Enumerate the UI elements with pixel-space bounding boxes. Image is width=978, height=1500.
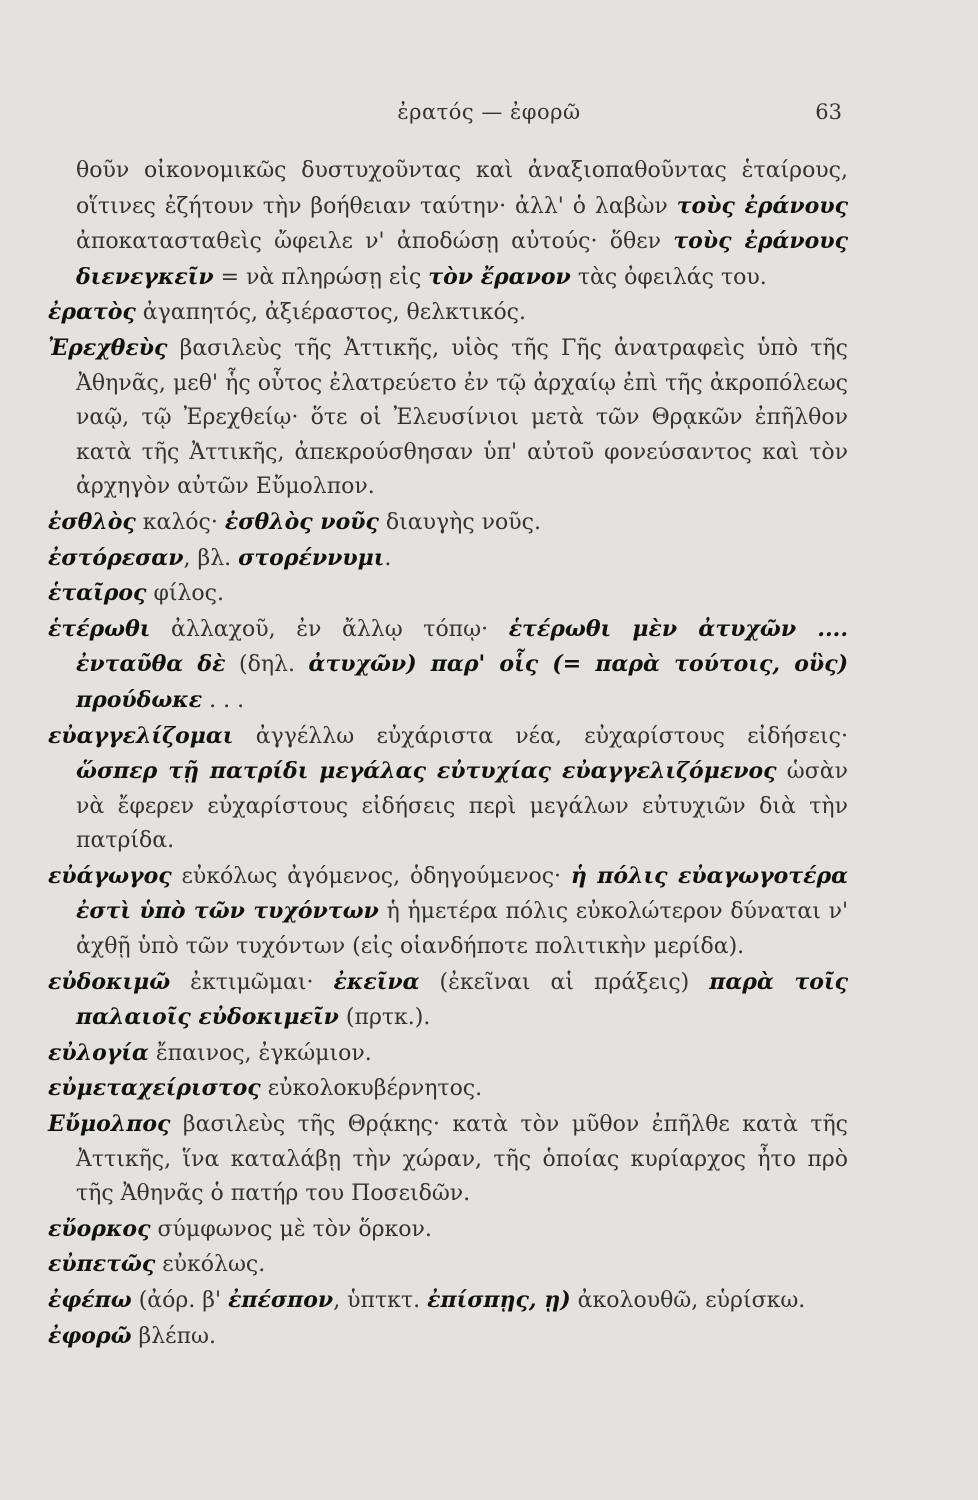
headword: Ἐρεχθεὺς (48, 334, 168, 361)
definition-text: εὐκόλως. (155, 1252, 266, 1278)
definition-text: εὐκόλως ἀγόμενος, ὁδηγούμενος· (171, 863, 571, 889)
headword: εὐδοκιμῶ (48, 968, 171, 995)
glossary-entry (48, 331, 848, 505)
definition-text: ἀγαπητός, ἀξιέραστος, θελκτικός. (135, 300, 527, 326)
definition-text: ὡσὰν νὰ ἔφερεν εὐχαρίστους εἰδήσεις περὶ μεγάλων εὐτυχιῶν διὰ τὴν πατρίδα. (76, 759, 848, 854)
glossary-entry (48, 1319, 848, 1355)
definition-text: ἀκολουθῶ, εὑρίσκω. (570, 1288, 806, 1313)
definition-text: φίλος. (146, 581, 224, 607)
headword: εὐαγγελίζομαι (48, 722, 234, 749)
headword: εὐμεταχείριστος (48, 1075, 261, 1102)
definition-text: ἀγγέλλω εὐχάριστα νέα, εὐχαρίστους εἰδήσεις· (233, 723, 848, 749)
glossary-entry (48, 612, 848, 719)
page-header (0, 100, 978, 132)
definition-text: τὰς ὀφειλάς του. (570, 264, 767, 290)
definition-text: ἐκτιμῶμαι· (170, 969, 334, 995)
definition-text: = νὰ πληρώσῃ εἰς (213, 264, 429, 290)
glossary-entry (48, 859, 848, 965)
glossary-entry (48, 719, 848, 859)
headword: τοὺς ἐράνους (676, 192, 848, 219)
definition-text: βλέπω. (131, 1323, 216, 1349)
headword: τοὺς ἐράνους διενεγκεῖν (76, 228, 848, 290)
headword: Εὔμολπος (48, 1111, 171, 1138)
headword: ἐπίσπῃς, ῃ) (427, 1287, 571, 1313)
headword: ἐπέσπον (228, 1287, 334, 1313)
headword: ἐφορῶ (48, 1322, 132, 1349)
definition-text: βασιλεὺς τῆς Θρᾴκης· κατὰ τὸν μῦθον ἐπῆλθε κατὰ τῆς Ἀττικῆς, ἵνα καταλάβῃ τὴν χώραν, τῆς ὁποίας κυρίαρχος ἦτο πρὸ τῆς Ἀθηνᾶς ὁ πατήρ του Ποσειδῶν. (76, 1112, 848, 1207)
headword: ἐφέπω (48, 1287, 132, 1313)
entry-continuation (48, 154, 848, 295)
glossary-entry (48, 541, 848, 577)
headword: ὥσπερ τῇ πατρίδι μεγάλας εὐτυχίας εὐαγγελιζόμενος (76, 758, 777, 785)
headword: ἑτέρωθι (48, 615, 151, 642)
headword: ἑτέρωθι μὲν ἀτυχῶν .... ἐνταῦθα δὲ (76, 615, 848, 678)
definition-text: , βλ. (183, 545, 239, 571)
definition-text: (ἀόρ. β' (131, 1288, 229, 1313)
definition-text: ἀποκατασταθεὶς ὤφειλε ν' ἀποδώσῃ αὐτούς· ὅθεν (76, 229, 674, 255)
glossary-entry (48, 1212, 848, 1248)
definition-text: (δηλ. (225, 652, 309, 678)
glossary-entry (48, 1071, 848, 1107)
dictionary-entries (48, 154, 848, 1354)
definition-text: ἔπαινος, ἐγκώμιον. (148, 1040, 372, 1066)
definition-text: . . . (202, 687, 245, 713)
headword: εὐάγωγος (48, 862, 172, 889)
glossary-entry (48, 505, 848, 541)
page-number: 63 (815, 100, 842, 124)
headword: παρὰ τοῖς παλαιοῖς εὐδοκιμεῖν (76, 968, 848, 1031)
glossary-entry (48, 1036, 848, 1072)
definition-text: . (384, 545, 392, 571)
glossary-entry (48, 1283, 848, 1319)
headword: ἐσθλὸς νοῦς (224, 508, 379, 535)
definition-text: ἡ ἡμετέρα πόλις εὐκολώτερον δύναται ν' ἀχθῇ ὑπὸ τῶν τυχόντων (εἰς οἱανδήποτε πολιτικὴν μερίδα). (76, 899, 848, 960)
headword: εὐλογία (48, 1039, 149, 1066)
glossary-entry (48, 1247, 848, 1283)
definition-text: βασιλεὺς τῆς Ἀττικῆς, υἱὸς τῆς Γῆς ἀνατραφεὶς ὑπὸ τῆς Ἀθηνᾶς, μεθ' ἧς οὗτος ἐλατρεύετο ἐν τῷ ἀρχαίῳ ἐπὶ τῆς ἀκροπόλεως ναῷ, τῷ Ἐρεχθείῳ· ὅτε οἱ Ἐλευσίνιοι μετὰ τῶν Θρᾳκῶν ἐπῆλθον κατὰ τῆς Ἀττικῆς, ἀπεκρούσθησαν ὑπ' αὐτοῦ φονεύσαντος καὶ τὸν ἀρχηγὸν αὐτῶν Εὔμολπον. (76, 335, 848, 500)
glossary-entry (48, 295, 848, 331)
headword: ἀτυχῶν) παρ' οἷς (= παρὰ τούτοις, οὓς) προύδωκε (76, 651, 848, 713)
definition-text: εὐκολοκυβέρνητος. (260, 1076, 483, 1102)
headword: στορέννυμι (238, 544, 385, 571)
definition-text: ἀλλαχοῦ, ἐν ἄλλῳ τόπῳ· (150, 616, 509, 642)
headword: εὔορκος (48, 1215, 151, 1242)
headword: εὐπετῶς (48, 1251, 156, 1278)
headword: ἑταῖρος (48, 580, 147, 607)
headword: ἐρατὸς (48, 299, 136, 326)
definition-text: (πρτκ.). (338, 1005, 431, 1031)
definition-text: θοῦν οἰκονομικῶς δυστυχοῦντας καὶ ἀναξιοπαθοῦντας ἑταίρους, οἵτινες ἐζήτουν τὴν βοήθειαν ταύτην· ἀλλ' ὁ λαβὼν (76, 158, 848, 219)
running-head: ἐρατός — ἐφορῶ (397, 100, 581, 124)
definition-text: , ὑπτκτ. (333, 1288, 428, 1313)
headword: ἐσθλὸς (48, 508, 136, 535)
headword: ἡ πόλις εὐαγωγοτέρα ἐστὶ ὑπὸ τῶν τυχόντων (76, 862, 849, 925)
headword: ἐστόρεσαν (48, 544, 184, 571)
definition-text: καλός· (135, 509, 225, 535)
definition-text: (ἐκεῖναι αἱ πράξεις) (419, 969, 710, 995)
glossary-entry (48, 965, 848, 1036)
definition-text: διαυγὴς νοῦς. (378, 509, 541, 535)
glossary-entry (48, 1107, 848, 1212)
headword: ἐκεῖνα (333, 968, 420, 995)
glossary-entry (48, 576, 848, 612)
definition-text: σύμφωνος μὲ τὸν ὅρκον. (150, 1216, 432, 1242)
headword: τὸν ἔρανον (428, 263, 571, 290)
